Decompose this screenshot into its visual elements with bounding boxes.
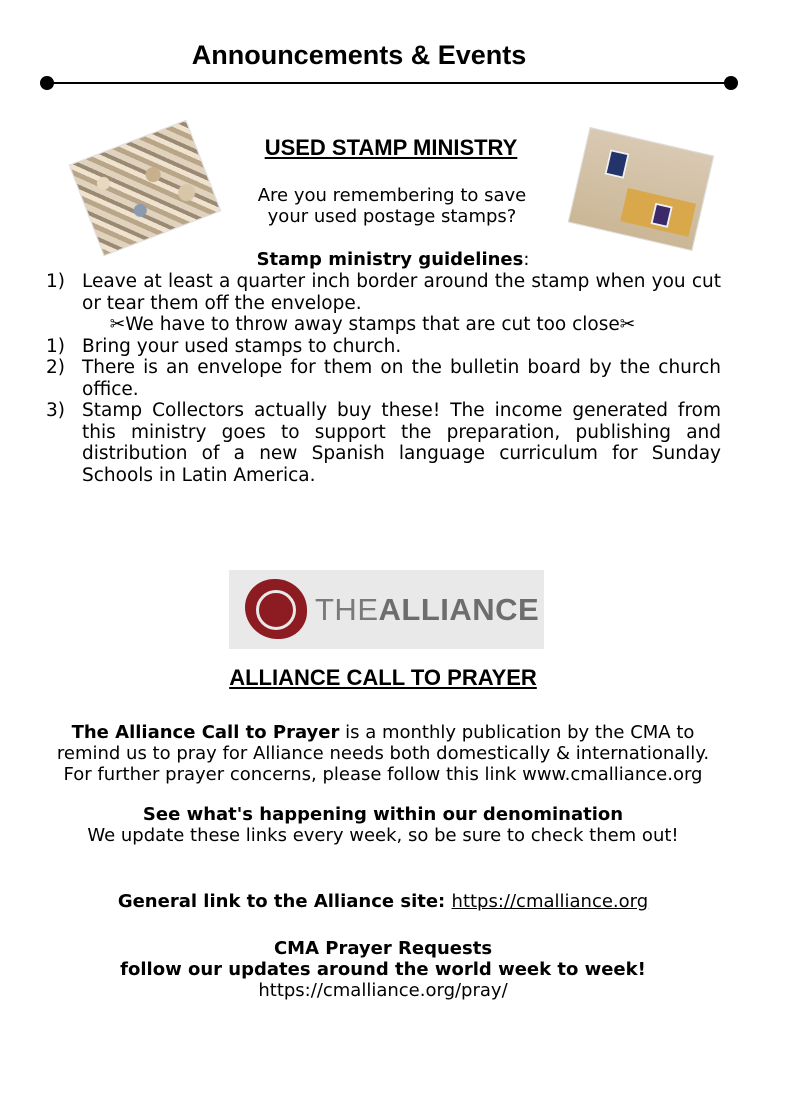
divider-right-dot xyxy=(724,76,738,90)
guidelines-heading: Stamp ministry guidelines: xyxy=(256,249,530,270)
prayer-requests-block: CMA Prayer Requests follow our updates around the world week to week! https://cmalliance.org/pray/ xyxy=(30,938,736,1001)
alliance-logo xyxy=(229,570,544,649)
list-item: 1) Leave at least a quarter inch border around the stamp when you cut or tear them off the envelope. xyxy=(46,271,721,314)
cmalliance-link[interactable]: https://cmalliance.org xyxy=(451,891,649,912)
alliance-seal-icon xyxy=(245,579,307,639)
header-divider xyxy=(46,82,731,84)
page-title-text: Announcements & Events xyxy=(191,40,527,70)
page-title xyxy=(0,40,718,71)
prayer-link[interactable]: https://cmalliance.org/pray/ xyxy=(258,980,508,1001)
stamp-question: Are you remembering to save your used postage stamps? xyxy=(257,185,527,227)
denomination-block: See what's happening within our denomination We update these links every week, so be sure to check them out! xyxy=(87,804,679,846)
guidelines-list xyxy=(46,271,721,486)
list-item: 2) There is an envelope for them on the bulletin board by the church office. xyxy=(46,357,721,400)
list-item: 1) Bring your used stamps to church. xyxy=(46,335,402,357)
general-link-line: General link to the Alliance site: https://cmalliance.org xyxy=(117,891,649,912)
call-to-prayer-title: ALLIANCE CALL TO PRAYER xyxy=(229,665,537,690)
cut-note: ✂We have to throw away stamps that are cut too close✂ xyxy=(109,314,636,335)
call-to-prayer-body: The Alliance Call to Prayer is a monthly publication by the CMA to remind us to pray for Alliance needs both domestically & internationally. For further prayer concerns, please follow this link www.cmalliance.org xyxy=(56,722,710,785)
stamp-ministry-title: USED STAMP MINISTRY xyxy=(264,135,518,160)
logo-wordmark: THEALLIANCE xyxy=(315,592,540,627)
list-item: 3) Stamp Collectors actually buy these! The income generated from this ministry goes to support the preparation, publishing and distribution of a new Spanish language curriculum for Sunday Schools in Latin America. xyxy=(46,400,721,486)
